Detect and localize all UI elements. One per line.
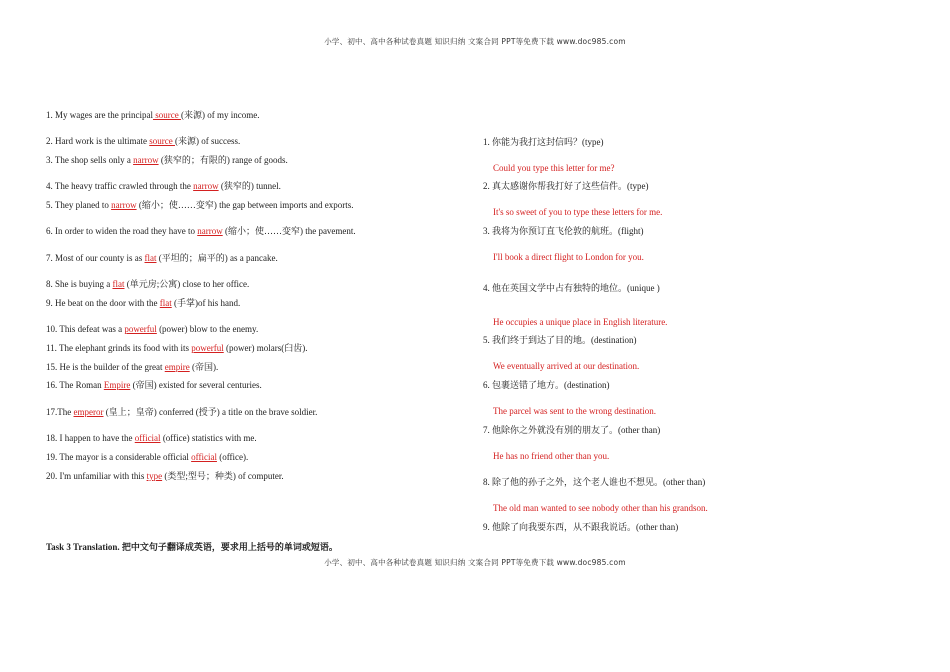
left-sentence-17: 17.The emperor (皇上；皇帝) conferred (授予) a title on the brave soldier. xyxy=(46,407,318,417)
translation-question-7: 7. 他除你之外就没有别的朋友了。(other than) xyxy=(483,425,661,435)
left-sentence-3: 3. The shop sells only a narrow (狭窄的；有限的) range of goods. xyxy=(46,155,288,165)
left-sentence-5: 5. They planed to narrow (缩小；使……变窄) the gap between imports and exports. xyxy=(46,200,354,210)
translation-question-8: 8. 除了他的孙子之外，这个老人谁也不想见。(other than) xyxy=(483,477,706,487)
left-sentence-1: 1. My wages are the principal source (来源) of my income. xyxy=(46,110,260,120)
left-sentence-10: 10. This defeat was a powerful (power) blow to the enemy. xyxy=(46,324,259,334)
left-sentence-18: 18. I happen to have the official (office) statistics with me. xyxy=(46,433,257,443)
translation-answer-7: He has no friend other than you. xyxy=(493,451,610,461)
translation-question-4: 4. 他在英国文学中占有独特的地位。(unique ) xyxy=(483,283,660,293)
translation-answer-2: It's so sweet of you to type these letters for me. xyxy=(493,207,663,217)
page-footer: 小学、初中、高中各种试卷真题 知识归纳 文案合同 PPT等免费下载 www.doc985.com xyxy=(324,558,626,567)
translation-answer-3: I'll book a direct flight to London for you. xyxy=(493,252,644,262)
left-sentence-11: 11. The elephant grinds its food with its powerful (power) molars(臼齿). xyxy=(46,343,308,353)
left-sentence-8: 8. She is buying a flat (单元房;公寓) close to her office. xyxy=(46,279,250,289)
left-sentence-20: 20. I'm unfamiliar with this type (类型;型号；种类) of computer. xyxy=(46,471,284,481)
translation-question-6: 6. 包裹送错了地方。(destination) xyxy=(483,380,610,390)
translation-answer-6: The parcel was sent to the wrong destination. xyxy=(493,406,656,416)
left-sentence-6: 6. In order to widen the road they have to narrow (缩小；使……变窄) the pavement. xyxy=(46,226,356,236)
left-sentence-2: 2. Hard work is the ultimate source (来源) of success. xyxy=(46,136,241,146)
task-3-title: Task 3 Translation. 把中文句子翻译成英语，要求用上括号的单词或短语。 xyxy=(46,542,338,552)
translation-question-5: 5. 我们终于到达了目的地。(destination) xyxy=(483,335,637,345)
translation-question-1: 1. 你能为我打这封信吗？(type) xyxy=(483,137,604,147)
left-sentence-16: 16. The Roman Empire (帝国) existed for several centuries. xyxy=(46,380,262,390)
translation-answer-4: He occupies a unique place in English literature. xyxy=(493,317,668,327)
left-sentence-15: 15. He is the builder of the great empire (帝国). xyxy=(46,362,219,372)
translation-question-3: 3. 我将为你预订直飞伦敦的航班。(flight) xyxy=(483,226,644,236)
page-header: 小学、初中、高中各种试卷真题 知识归纳 文案合同 PPT等免费下载 www.doc985.com xyxy=(324,37,626,46)
translation-question-2: 2. 真太感谢你帮我打好了这些信件。(type) xyxy=(483,181,649,191)
left-sentence-19: 19. The mayor is a considerable official official (office). xyxy=(46,452,249,462)
left-sentence-9: 9. He beat on the door with the flat (手掌)of his hand. xyxy=(46,298,241,308)
left-sentence-4: 4. The heavy traffic crawled through the narrow (狭窄的) tunnel. xyxy=(46,181,281,191)
translation-answer-8: The old man wanted to see nobody other than his grandson. xyxy=(493,503,708,513)
translation-answer-1: Could you type this letter for me? xyxy=(493,163,615,173)
left-sentence-7: 7. Most of our county is as flat (平坦的；扁平的) as a pancake. xyxy=(46,253,278,263)
translation-answer-5: We eventually arrived at our destination. xyxy=(493,361,640,371)
translation-question-9: 9. 他除了向我要东西，从不跟我说话。(other than) xyxy=(483,522,679,532)
